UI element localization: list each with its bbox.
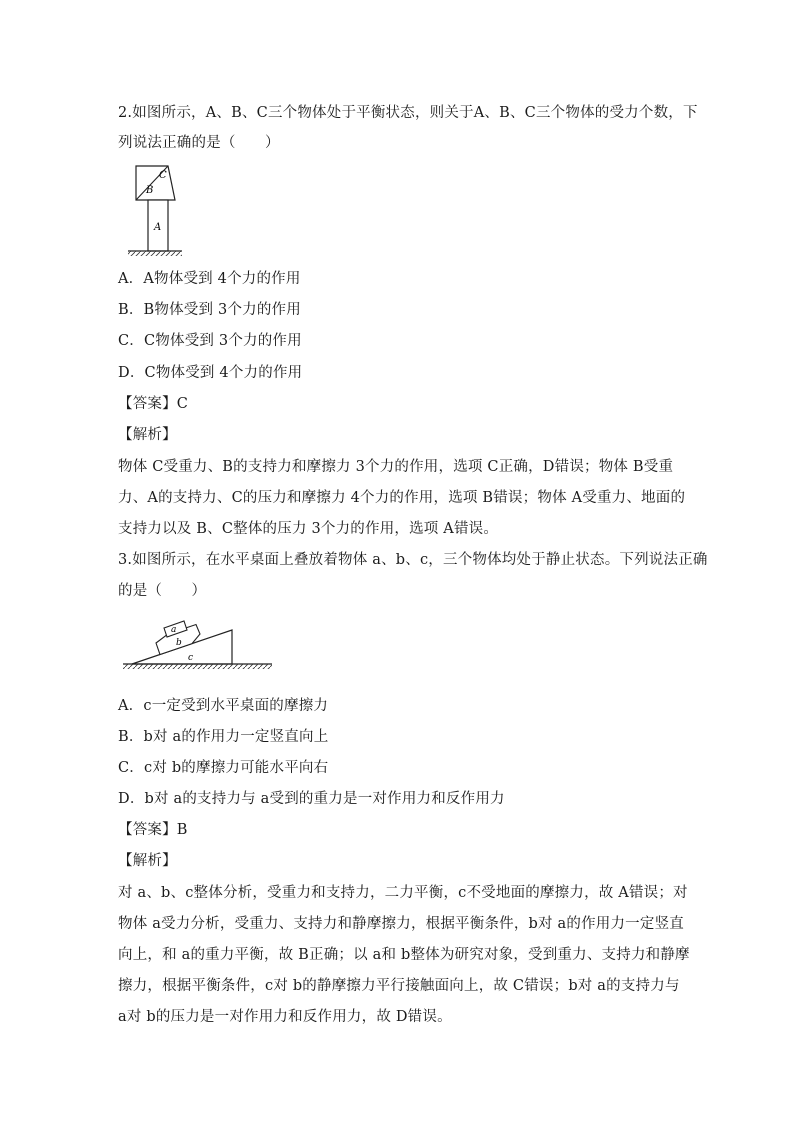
q3-analysis-line-1: 对 a、b、c整体分析，受重力和支持力，二力平衡，c不受地面的摩擦力，故 A错误；对 (118, 885, 688, 901)
q3-option-c: C．c对 b的摩擦力可能水平向右 (118, 760, 329, 776)
q2-block-bc (136, 166, 175, 200)
q3-label-c: c (188, 653, 194, 663)
q3-analysis-line-5: a对 b的压力是一对作用力和反作用力，故 D错误。 (118, 1009, 452, 1025)
q2-option-d: D．C物体受到 4个力的作用 (118, 365, 303, 381)
q2-analysis-title: 【解析】 (118, 427, 177, 443)
q3-analysis-line-4: 擦力，根据平衡条件，c对 b的静摩擦力平行接触面向上，故 C错误；b对 a的支持力与 (118, 978, 680, 994)
q3-analysis-line-3: 向上，和 a的重力平衡，故 B正确；以 a和 b整体为研究对象，受到重力、支持力和静摩 (118, 947, 690, 963)
q3-label-a: a (171, 625, 177, 635)
q3-analysis-line-2: 物体 a受力分析，受重力、支持力和静摩擦力，根据平衡条件，b对 a的作用力一定竖直 (118, 916, 684, 932)
q2-option-b: B．B物体受到 3个力的作用 (118, 302, 301, 318)
q2-stem-line-2: 列说法正确的是（ ） (118, 135, 280, 151)
q3-stem-line-2: 的是（ ） (118, 583, 207, 599)
q2-figure (120, 162, 190, 260)
q3-option-a: A．c一定受到水平桌面的摩擦力 (118, 698, 329, 714)
q3-label-b: b (176, 638, 182, 648)
q3-analysis-title: 【解析】 (118, 853, 177, 869)
q2-label-c: C (159, 170, 167, 181)
q2-analysis-line-2: 力、A的支持力、C的压力和摩擦力 4个力的作用，选项 B错误；物体 A受重力、地面的 (118, 490, 686, 506)
q2-answer: 【答案】C (118, 396, 189, 412)
q2-label-b: B (146, 185, 154, 196)
q2-ground-hatch (128, 251, 182, 256)
q3-answer: 【答案】B (118, 822, 188, 838)
q3-ground-hatch (123, 664, 272, 669)
q2-label-a: A (154, 222, 162, 233)
q2-analysis-line-1: 物体 C受重力、B的支持力和摩擦力 3个力的作用，选项 C正确，D错误；物体 B受重 (118, 459, 674, 475)
q2-option-a: A．A物体受到 4个力的作用 (118, 271, 301, 287)
q2-stem-line-1: 2.如图所示，A、B、C三个物体处于平衡状态，则关于A、B、C三个物体的受力个数，下 (118, 105, 698, 121)
q3-option-b: B．b对 a的作用力一定竖直向上 (118, 729, 329, 745)
q3-option-d: D．b对 a的支持力与 a受到的重力是一对作用力和反作用力 (118, 791, 505, 807)
q3-stem-line-1: 3.如图所示，在水平桌面上叠放着物体 a、b、c，三个物体均处于静止状态。下列说法正确 (118, 552, 708, 568)
q2-analysis-line-3: 支持力以及 B、C整体的压力 3个力的作用，选项 A错误。 (118, 521, 499, 537)
q2-option-c: C．C物体受到 3个力的作用 (118, 333, 302, 349)
q3-figure (120, 612, 275, 674)
